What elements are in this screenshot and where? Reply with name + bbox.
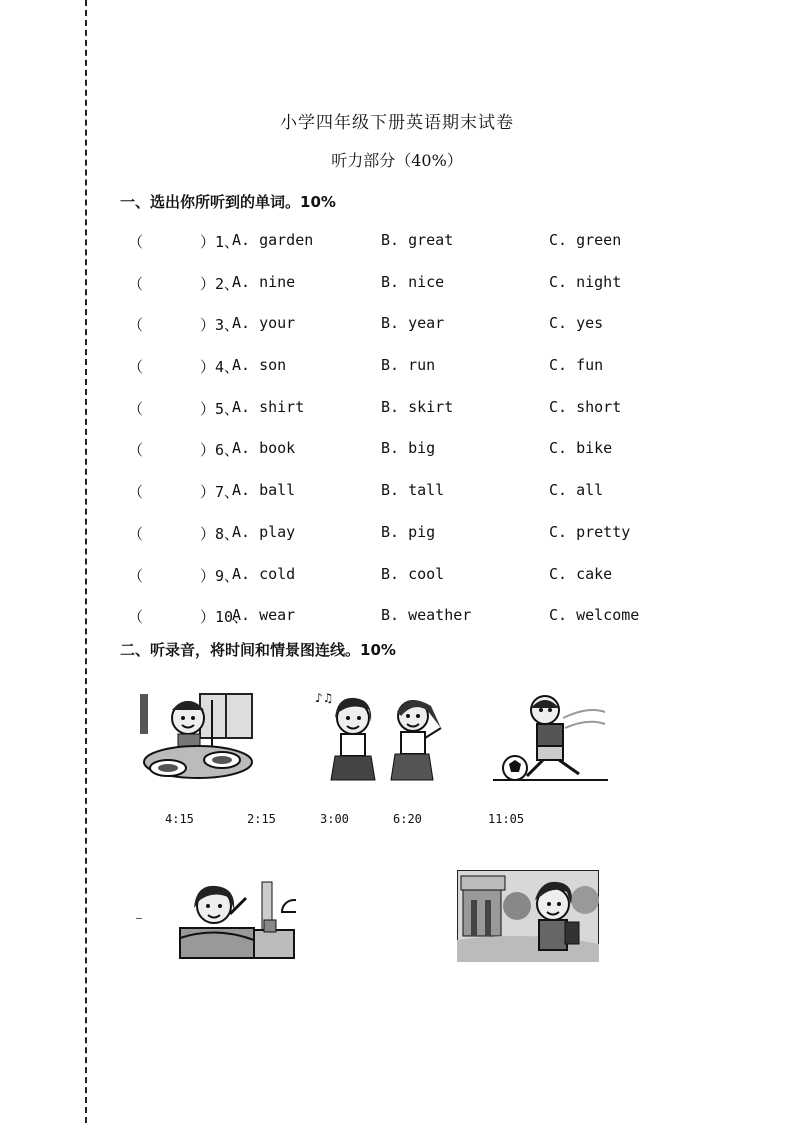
option-c: C. cake xyxy=(549,564,613,583)
svg-text:♪♫: ♪♫ xyxy=(315,691,334,705)
question-number: ）8、 xyxy=(200,524,240,543)
question-number: ）5、 xyxy=(200,399,240,418)
time-label: 4:15 xyxy=(165,812,194,826)
question-row xyxy=(128,356,708,398)
girl-going-to-school-picture xyxy=(457,870,599,962)
option-a: A. cold xyxy=(232,564,296,583)
option-a: A. son xyxy=(232,356,287,375)
answer-blank-open[interactable]: （ xyxy=(128,524,144,543)
question-row xyxy=(128,565,708,607)
option-b: B. tall xyxy=(381,481,445,500)
question-number: ）9、 xyxy=(200,566,240,585)
time-label: 2:15 xyxy=(247,812,276,826)
option-c: C. short xyxy=(549,397,622,416)
question-row xyxy=(128,439,708,481)
answer-blank-open[interactable]: （ xyxy=(128,441,144,460)
section1-heading: 一、选出你所听到的单词。10% xyxy=(120,193,336,211)
exam-title: 小学四年级下册英语期末试卷 xyxy=(280,113,514,133)
option-a: A. your xyxy=(232,314,296,333)
question-number: ）6、 xyxy=(200,441,240,460)
girl-waking-up-picture xyxy=(178,878,296,960)
option-b: B. cool xyxy=(381,564,445,583)
option-b: B. nice xyxy=(381,272,445,291)
option-b: B. pig xyxy=(381,522,436,541)
answer-blank-open[interactable]: （ xyxy=(128,566,144,585)
girls-singing-dancing-picture xyxy=(313,688,453,783)
question-number: ）4、 xyxy=(200,358,240,377)
section2-heading: 二、听录音，将时间和情景图连线。10% xyxy=(120,641,396,659)
answer-blank-open[interactable]: （ xyxy=(128,274,144,293)
answer-blank-open[interactable]: （ xyxy=(128,358,144,377)
time-label: 6:20 xyxy=(393,812,422,826)
question-row xyxy=(128,231,708,273)
option-a: A. play xyxy=(232,522,296,541)
question-row xyxy=(128,398,708,440)
answer-blank-open[interactable]: （ xyxy=(128,483,144,502)
question-number: ）1、 xyxy=(200,233,240,251)
time-label: 11:05 xyxy=(488,812,525,826)
question-number: ）10、 xyxy=(200,608,249,627)
option-b: B. skirt xyxy=(381,397,454,416)
option-a: A. ball xyxy=(232,481,296,500)
question-number: ）2、 xyxy=(200,274,240,293)
question-row xyxy=(128,523,708,565)
option-c: C. bike xyxy=(549,439,613,458)
option-c: C. all xyxy=(549,481,604,500)
option-a: A. wear xyxy=(232,606,296,625)
answer-blank-open[interactable]: （ xyxy=(128,608,144,627)
stray-mark xyxy=(136,918,142,919)
option-b: B. year xyxy=(381,314,445,333)
option-a: A. nine xyxy=(232,272,296,291)
option-c: C. pretty xyxy=(549,522,631,541)
answer-blank-open[interactable]: （ xyxy=(128,233,144,251)
option-a: A. book xyxy=(232,439,296,458)
listening-section-title: 听力部分（40%） xyxy=(331,151,463,170)
option-b: B. weather xyxy=(381,606,472,625)
boy-eating-dinner-picture xyxy=(140,690,255,780)
option-c: C. welcome xyxy=(549,606,640,625)
question-list xyxy=(128,231,708,648)
question-row xyxy=(128,314,708,356)
option-b: B. run xyxy=(381,356,436,375)
option-a: A. shirt xyxy=(232,397,305,416)
question-row xyxy=(128,273,708,315)
option-a: A. garden xyxy=(232,231,314,249)
question-number: ）7、 xyxy=(200,483,240,502)
boy-playing-football-picture xyxy=(493,688,608,783)
question-row xyxy=(128,481,708,523)
option-c: C. night xyxy=(549,272,622,291)
time-label: 3:00 xyxy=(320,812,349,826)
option-b: B. great xyxy=(381,231,454,249)
option-c: C. yes xyxy=(549,314,604,333)
answer-blank-open[interactable]: （ xyxy=(128,399,144,418)
option-b: B. big xyxy=(381,439,436,458)
option-c: C. fun xyxy=(549,356,604,375)
question-number: ）3、 xyxy=(200,316,240,335)
answer-blank-open[interactable]: （ xyxy=(128,316,144,335)
option-c: C. green xyxy=(549,231,622,249)
